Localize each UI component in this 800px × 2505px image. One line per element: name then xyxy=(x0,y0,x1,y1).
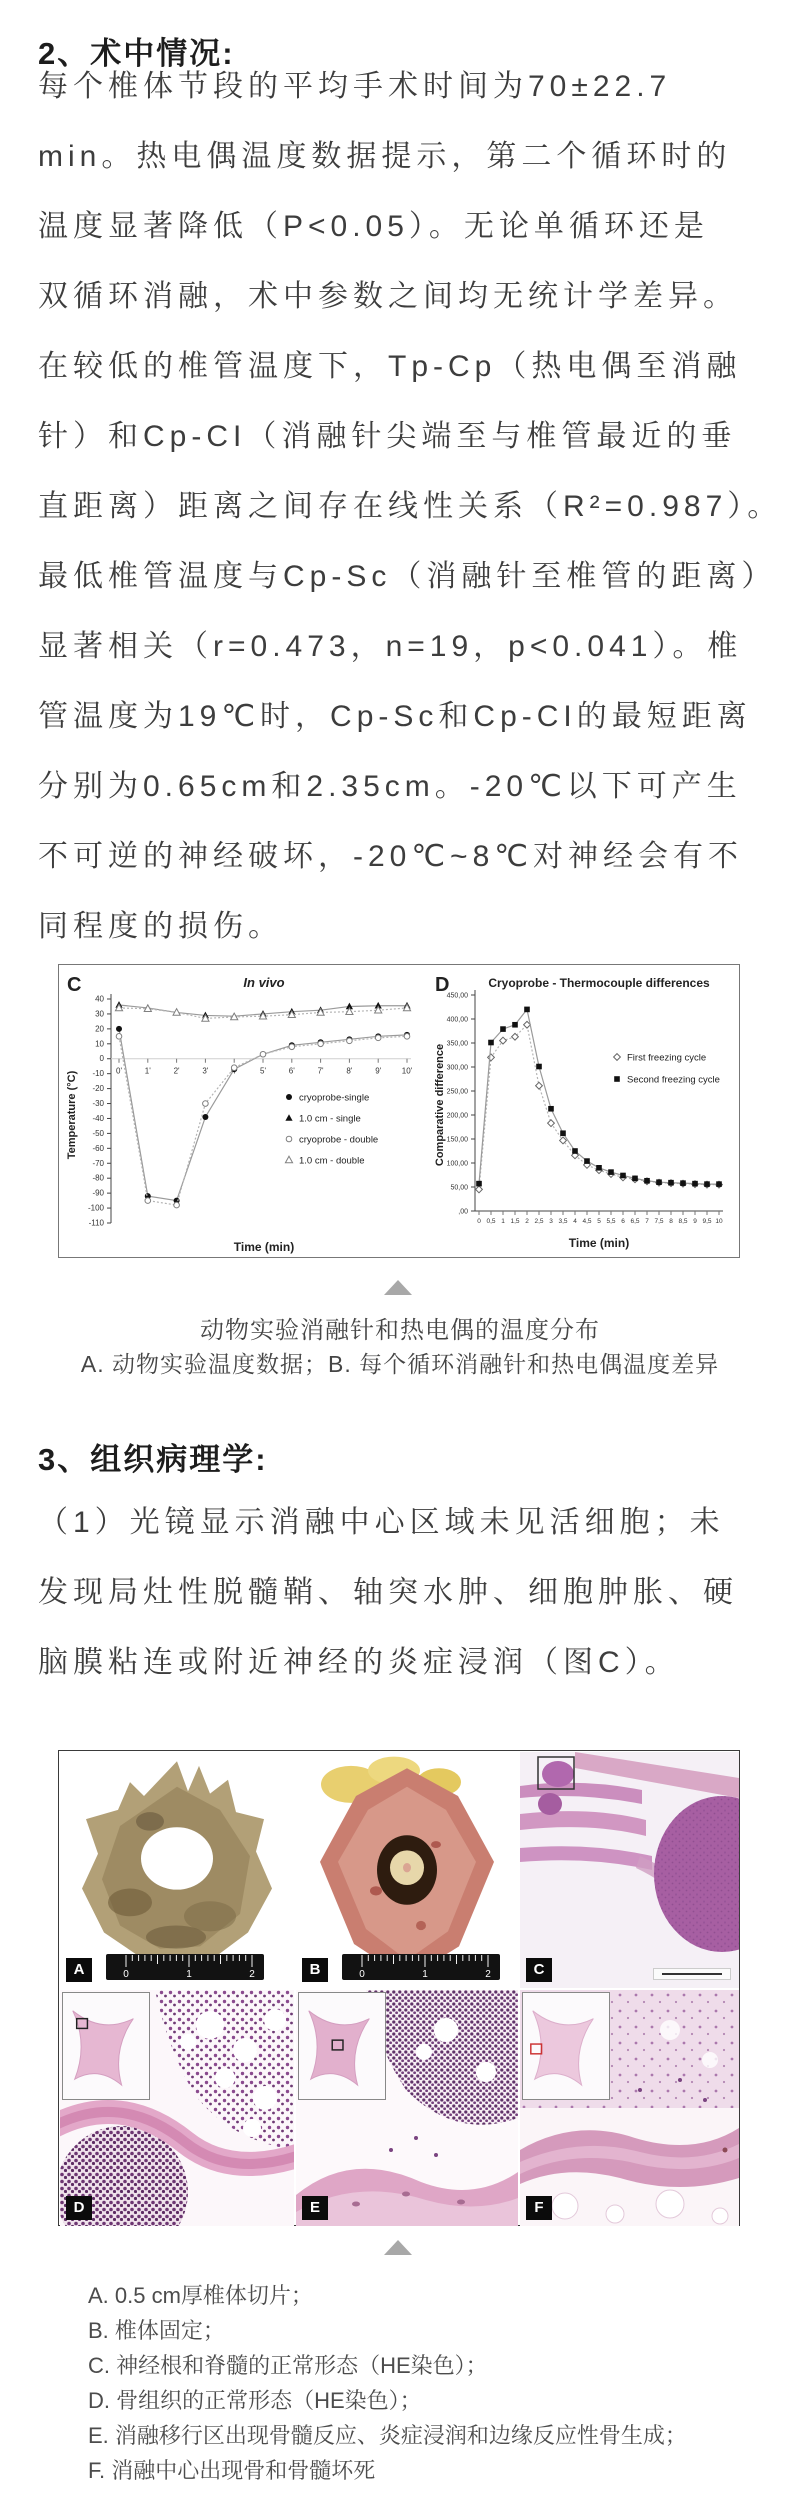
photo-panel-a xyxy=(60,1752,294,1988)
svg-text:-110: -110 xyxy=(88,1218,104,1228)
text-line: 同程度的损伤。 xyxy=(38,910,283,943)
svg-text:In vivo: In vivo xyxy=(243,975,285,990)
svg-text:Second freezing cycle: Second freezing cycle xyxy=(627,1074,720,1086)
svg-text:450,00: 450,00 xyxy=(446,992,468,1000)
text-line: （1）光镜显示消融中心区域未见活细胞；未 xyxy=(38,1506,725,1539)
svg-text:First freezing cycle: First freezing cycle xyxy=(627,1052,707,1064)
svg-text:0: 0 xyxy=(477,1218,481,1225)
svg-text:7: 7 xyxy=(645,1218,649,1225)
photo-panel-e xyxy=(296,1990,518,2226)
text-line: A. 0.5 cm厚椎体切片； xyxy=(88,2283,313,2308)
svg-text:9': 9' xyxy=(375,1066,382,1076)
roi-box xyxy=(531,2044,542,2054)
svg-text:8,5: 8,5 xyxy=(678,1218,688,1225)
text-line: 每个椎体节段的平均手术时间为70±22.7 xyxy=(38,70,672,103)
svg-text:1.0 cm - single: 1.0 cm - single xyxy=(299,1113,361,1125)
svg-text:Comparative difference: Comparative difference xyxy=(434,1043,446,1167)
inset-lowmag-e xyxy=(299,1993,385,2099)
svg-text:50,00: 50,00 xyxy=(450,1184,468,1192)
photo-captions xyxy=(88,2278,768,2488)
text-line: 在较低的椎管温度下，Tp-Cp（热电偶至消融 xyxy=(38,350,742,383)
panel-label-e: E xyxy=(302,2196,328,2220)
svg-text:300,00: 300,00 xyxy=(446,1064,468,1072)
svg-text:400,00: 400,00 xyxy=(446,1016,468,1024)
figure-charts xyxy=(58,964,740,1258)
svg-text:5: 5 xyxy=(597,1218,601,1225)
svg-text:150,00: 150,00 xyxy=(446,1136,468,1144)
svg-text:4: 4 xyxy=(573,1218,577,1225)
histology-photo-c xyxy=(520,1752,739,1988)
svg-text:3: 3 xyxy=(549,1218,553,1225)
svg-text:10: 10 xyxy=(715,1218,723,1225)
text-line: min。热电偶温度数据提示，第二个循环时的 xyxy=(38,140,732,173)
svg-text:Cryoprobe - Thermocouple diffe: Cryoprobe - Thermocouple differences xyxy=(488,976,710,990)
text-line: 脑膜粘连或附近神经的炎症浸润（图C）。 xyxy=(38,1646,680,1679)
text-line: E. 消融移行区出现骨髓反应、炎症浸润和边缘反应性骨生成； xyxy=(88,2423,687,2448)
figure-caption-title: 动物实验消融针和热电偶的温度分布 xyxy=(200,1317,600,1344)
panel-label-b: B xyxy=(302,1958,328,1982)
photo-panel-d xyxy=(60,1990,294,2226)
text-line: 针）和Cp-CI（消融针尖端至与椎管最近的垂 xyxy=(38,420,737,453)
svg-text:0': 0' xyxy=(116,1066,122,1076)
svg-text:2: 2 xyxy=(525,1218,529,1225)
panel-label-f: F xyxy=(526,2196,552,2220)
svg-text:10: 10 xyxy=(95,1039,104,1049)
svg-text:Temperature (°C): Temperature (°C) xyxy=(66,1070,78,1160)
svg-text:-20: -20 xyxy=(92,1084,104,1094)
svg-text:350,00: 350,00 xyxy=(446,1040,468,1048)
svg-text:9,5: 9,5 xyxy=(702,1218,712,1225)
svg-text:2: 2 xyxy=(485,1969,491,1980)
svg-text:20: 20 xyxy=(95,1024,104,1034)
svg-text:C: C xyxy=(67,974,82,996)
svg-text:-30: -30 xyxy=(92,1099,104,1109)
svg-text:6: 6 xyxy=(621,1218,625,1225)
inset-e xyxy=(298,1992,386,2100)
text-line: F. 消融中心出现骨和骨髓坏死 xyxy=(88,2458,376,2483)
svg-text:-80: -80 xyxy=(92,1173,104,1183)
svg-text:1: 1 xyxy=(422,1969,428,1980)
text-line: 双循环消融，术中参数之间均无统计学差异。 xyxy=(38,280,738,313)
svg-text:-100: -100 xyxy=(87,1203,104,1213)
svg-text:5,5: 5,5 xyxy=(606,1218,616,1225)
separator-triangle-icon xyxy=(384,2240,412,2255)
svg-text:cryoprobe - double: cryoprobe - double xyxy=(299,1134,379,1146)
text-line: 管温度为19℃时，Cp-Sc和Cp-CI的最短距离 xyxy=(38,700,752,733)
svg-text:5': 5' xyxy=(260,1066,266,1076)
svg-text:-10: -10 xyxy=(92,1069,104,1079)
svg-text:-50: -50 xyxy=(92,1128,104,1138)
ruler-b xyxy=(342,1954,500,1980)
gross-specimen-b xyxy=(296,1752,518,1988)
svg-text:-40: -40 xyxy=(92,1113,104,1123)
text-line: 发现局灶性脱髓鞘、轴突水肿、细胞肿胀、硬 xyxy=(38,1576,738,1609)
svg-text:4,5: 4,5 xyxy=(582,1218,592,1225)
svg-text:3': 3' xyxy=(202,1066,209,1076)
svg-text:2: 2 xyxy=(249,1969,255,1980)
photo-panel-c xyxy=(520,1752,739,1988)
svg-text:1,5: 1,5 xyxy=(510,1218,520,1225)
photo-panel-f xyxy=(520,1990,739,2226)
text-line: 不可逆的神经破坏，-20℃~8℃对神经会有不 xyxy=(38,840,743,873)
svg-text:10': 10' xyxy=(401,1066,413,1076)
photo-panel-b xyxy=(296,1752,518,1988)
svg-text:30: 30 xyxy=(95,1009,104,1019)
svg-text:0,5: 0,5 xyxy=(486,1218,496,1225)
inset-d xyxy=(62,1992,150,2100)
svg-text:6,5: 6,5 xyxy=(630,1218,640,1225)
svg-text:0: 0 xyxy=(99,1054,104,1064)
svg-text:D: D xyxy=(435,974,450,996)
svg-text:2': 2' xyxy=(173,1066,180,1076)
text-line: 显著相关（r=0.473，n=19，p<0.041）。椎 xyxy=(38,630,743,663)
section-heading-2: 2、术中情况: xyxy=(38,36,235,71)
svg-text:1: 1 xyxy=(186,1969,192,1980)
paragraph-histology xyxy=(38,1488,766,1698)
svg-text:0: 0 xyxy=(359,1969,365,1980)
text-line: B. 椎体固定； xyxy=(88,2318,225,2343)
inset-lowmag-d xyxy=(63,1993,149,2099)
svg-text:8': 8' xyxy=(346,1066,353,1076)
scale-bar-c xyxy=(653,1968,731,1980)
svg-text:40: 40 xyxy=(95,994,104,1004)
svg-text:0: 0 xyxy=(123,1969,129,1980)
svg-text:,00: ,00 xyxy=(458,1208,468,1216)
svg-text:8: 8 xyxy=(669,1218,673,1225)
svg-text:-90: -90 xyxy=(92,1188,104,1198)
ruler-a xyxy=(106,1954,264,1980)
figure-photos xyxy=(58,1750,740,2226)
svg-text:Time (min): Time (min) xyxy=(568,1236,630,1250)
svg-text:6': 6' xyxy=(288,1066,295,1076)
svg-text:200,00: 200,00 xyxy=(446,1112,468,1120)
text-line: 温度显著降低（P<0.05）。无论单循环还是 xyxy=(38,210,709,243)
chart-d-differences xyxy=(431,965,739,1257)
text-line: D. 骨组织的正常形态（HE染色）； xyxy=(88,2388,422,2413)
panel-label-d: D xyxy=(66,2196,92,2220)
section-heading-3: 3、组织病理学: xyxy=(38,1442,268,1477)
svg-text:100,00: 100,00 xyxy=(446,1160,468,1168)
gross-specimen-a xyxy=(60,1752,294,1988)
text-line: C. 神经根和脊髓的正常形态（HE染色）； xyxy=(88,2353,488,2378)
separator-triangle-icon xyxy=(384,1280,412,1295)
panel-label-c: C xyxy=(526,1958,552,1982)
svg-text:-60: -60 xyxy=(92,1143,104,1153)
text-line: 分别为0.65cm和2.35cm。-20℃以下可产生 xyxy=(38,770,742,803)
paragraph-surgery xyxy=(38,52,783,962)
svg-text:1': 1' xyxy=(144,1066,151,1076)
text-line: 最低椎管温度与Cp-Sc（消融针至椎管的距离） xyxy=(38,560,777,593)
svg-text:7,5: 7,5 xyxy=(654,1218,664,1225)
text-line: 直距离）距离之间存在线性关系（R²=0.987）。 xyxy=(38,490,783,523)
chart-c-in-vivo xyxy=(59,965,431,1257)
svg-text:1.0 cm - double: 1.0 cm - double xyxy=(299,1155,365,1167)
svg-text:9: 9 xyxy=(693,1218,697,1225)
svg-text:7': 7' xyxy=(317,1066,324,1076)
figure-caption-subtitle: A. 动物实验温度数据；B. 每个循环消融针和热电偶温度差异 xyxy=(80,1351,720,1377)
svg-text:cryoprobe-single: cryoprobe-single xyxy=(299,1092,370,1104)
svg-text:250,00: 250,00 xyxy=(446,1088,468,1096)
panel-label-a: A xyxy=(66,1958,92,1982)
svg-text:Time (min): Time (min) xyxy=(233,1240,295,1254)
svg-text:1: 1 xyxy=(501,1218,505,1225)
svg-text:2,5: 2,5 xyxy=(534,1218,544,1225)
svg-text:-70: -70 xyxy=(92,1158,104,1168)
svg-text:3,5: 3,5 xyxy=(558,1218,568,1225)
inset-lowmag-f xyxy=(523,1993,609,2099)
inset-f xyxy=(522,1992,610,2100)
